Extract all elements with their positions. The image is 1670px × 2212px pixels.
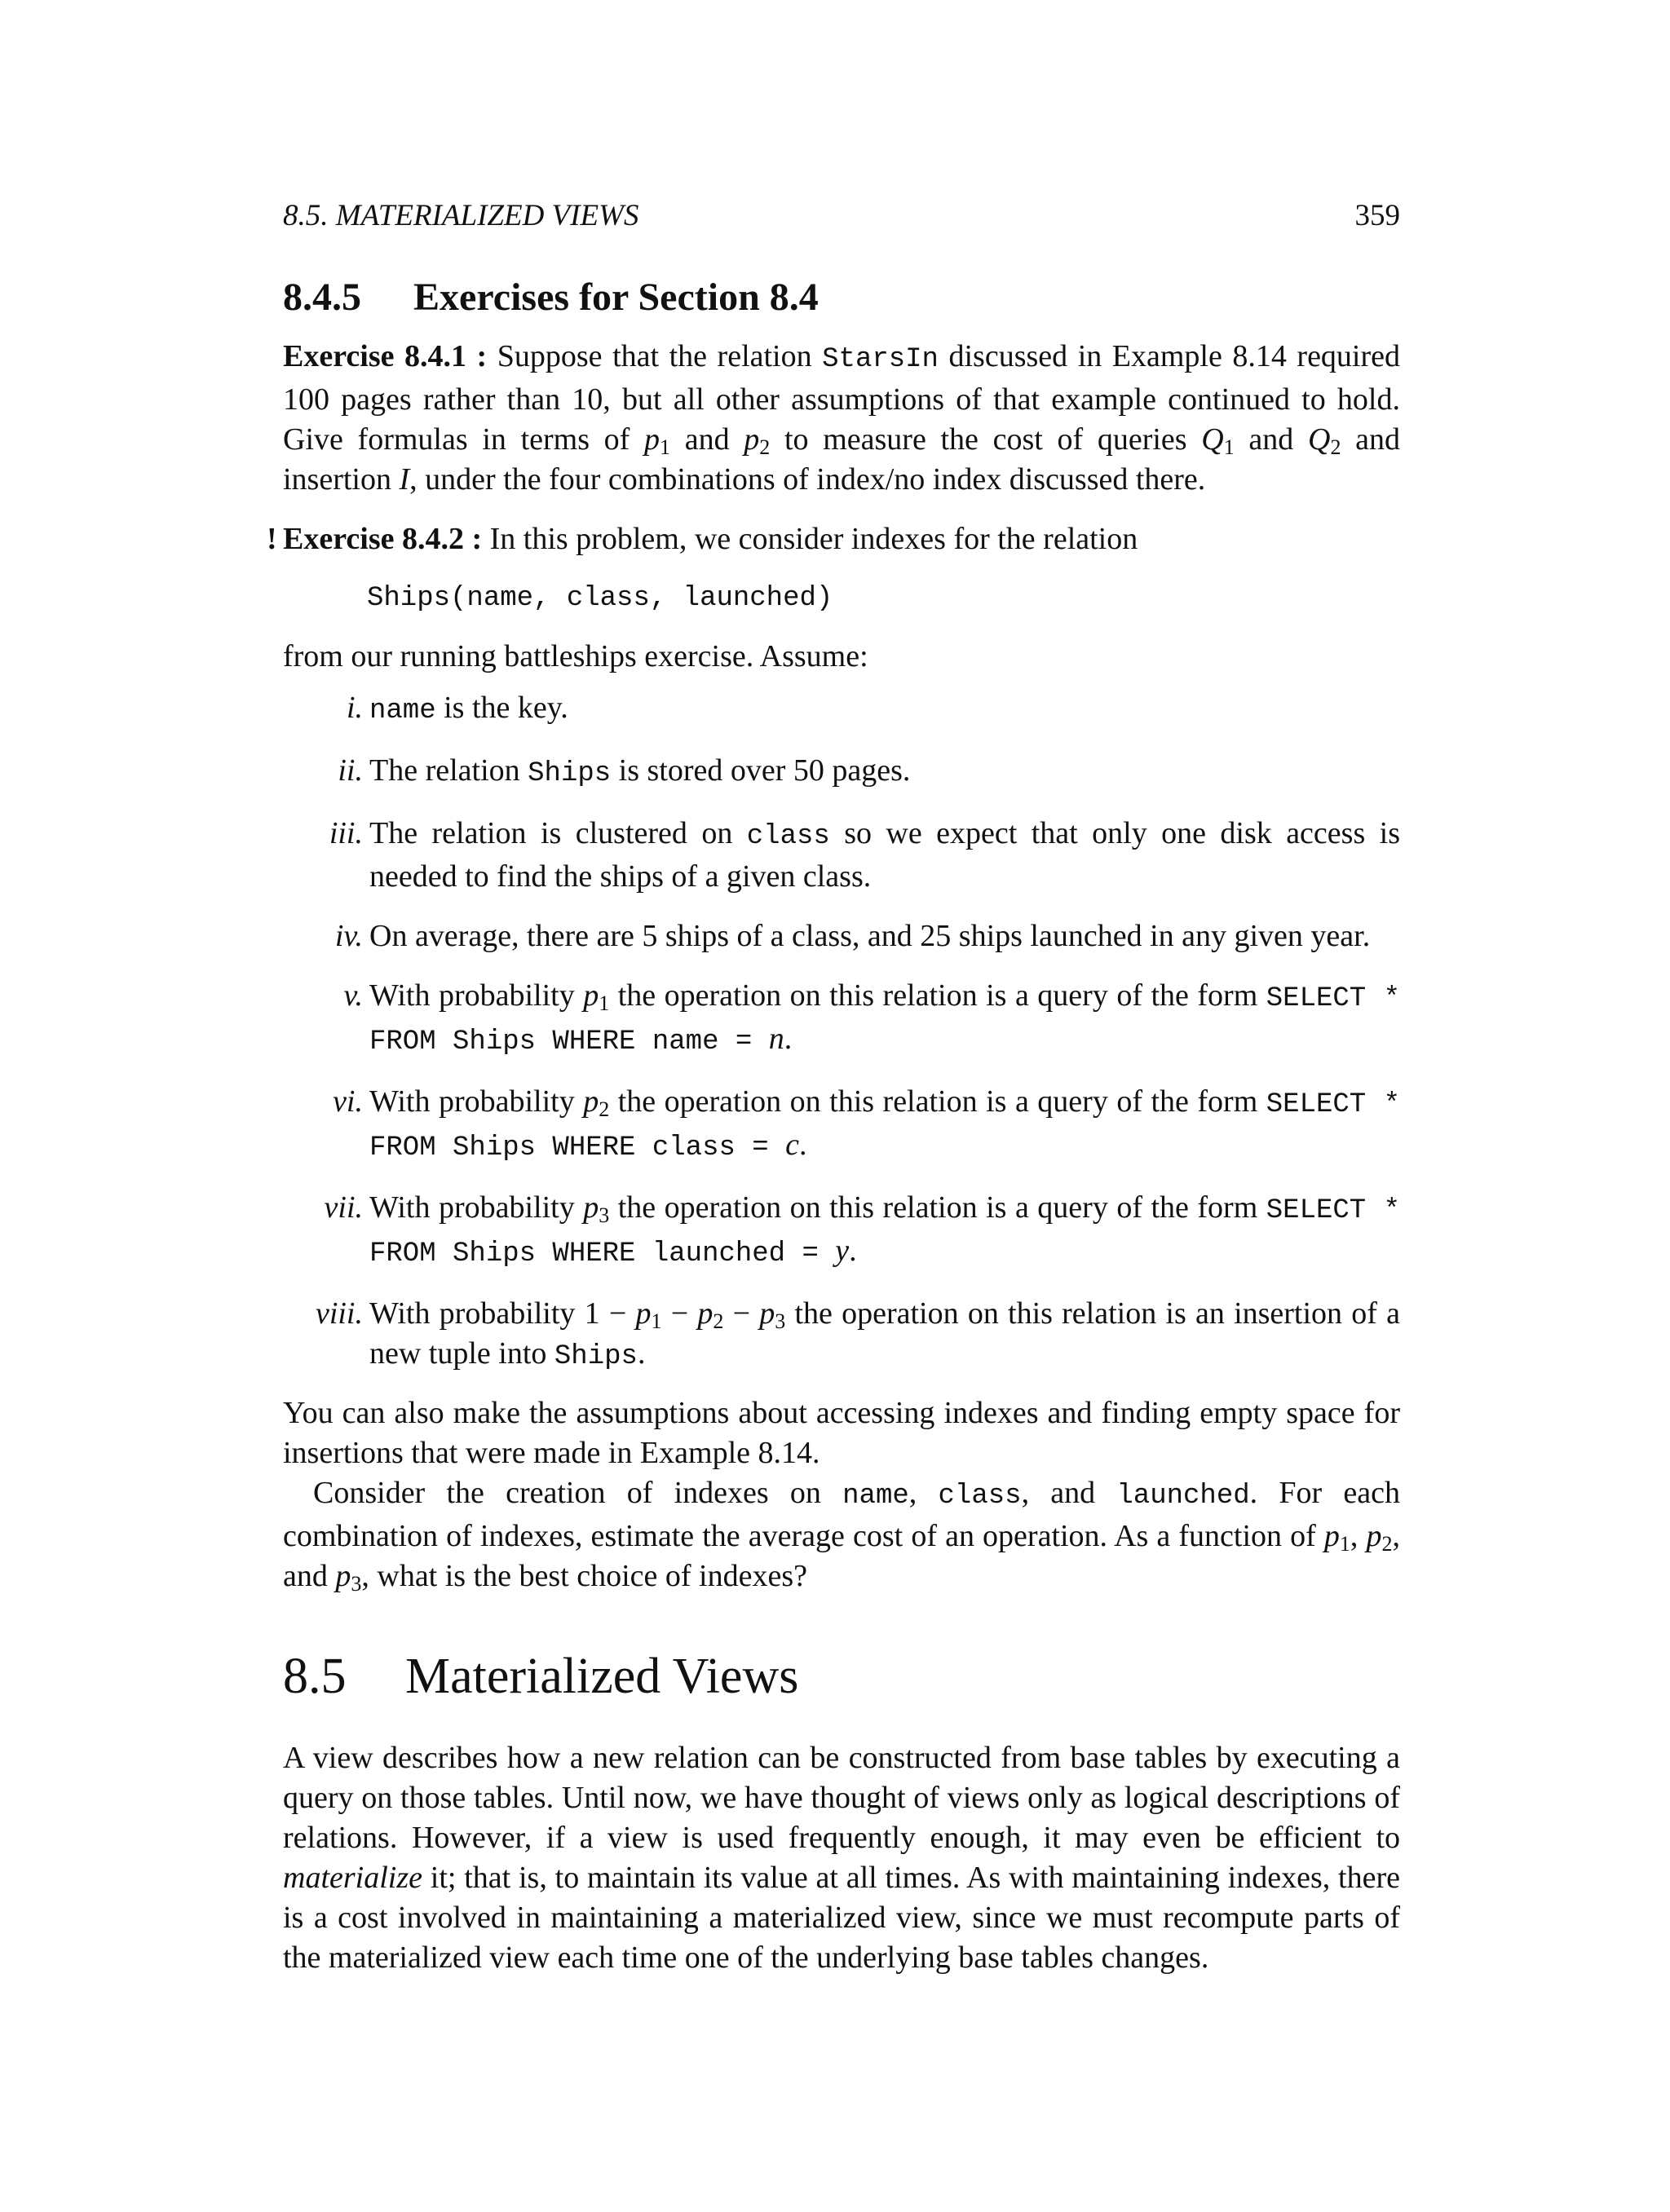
list-item bbox=[283, 976, 1400, 1062]
math-var: p bbox=[644, 422, 660, 457]
math-var: p bbox=[1366, 1519, 1382, 1553]
math-var: p bbox=[583, 1190, 599, 1225]
math-var: Q bbox=[1201, 422, 1224, 457]
text: . For each combination of indexes, estimate the average cost of an operation. As a function of bbox=[283, 1476, 1400, 1553]
list-item bbox=[283, 1188, 1400, 1274]
relation-schema: Ships(name, class, launched) bbox=[367, 583, 833, 614]
section-intro-paragraph bbox=[283, 1738, 1400, 1978]
section-heading bbox=[283, 1644, 1400, 1709]
running-head bbox=[283, 196, 1400, 236]
list-marker: iv. bbox=[334, 919, 363, 953]
text: , and bbox=[1021, 1476, 1117, 1510]
exercise-label: Exercise 8.4.1 : bbox=[283, 339, 488, 373]
text: Consider the creation of indexes on bbox=[313, 1476, 843, 1510]
math-sub: 1 bbox=[1339, 1532, 1350, 1556]
math-var: p bbox=[335, 1559, 351, 1593]
subsection-number: 8.4.5 bbox=[283, 276, 361, 319]
text: . bbox=[784, 1022, 793, 1056]
math-var: p bbox=[759, 1296, 775, 1331]
exercise-text: from our running battleships exercise. Assume: bbox=[283, 639, 868, 673]
section-number: 8.5 bbox=[283, 1649, 347, 1704]
relation-name: StarsIn bbox=[822, 344, 939, 375]
math-sub: 3 bbox=[351, 1572, 362, 1596]
exercise-8-4-2 bbox=[267, 519, 1400, 559]
list-item bbox=[283, 814, 1400, 897]
text: Suppose that the relation bbox=[497, 339, 823, 373]
subsection-title: Exercises for Section 8.4 bbox=[413, 276, 819, 319]
text: − bbox=[723, 1296, 760, 1331]
code: SELECT * FROM Ships WHERE class = bbox=[369, 1089, 1400, 1163]
text: . bbox=[637, 1336, 646, 1371]
math-sub: 2 bbox=[759, 435, 771, 459]
text: the operation on this relation is a query of the form bbox=[609, 1190, 1266, 1225]
running-head-title: 8.5. MATERIALIZED VIEWS bbox=[283, 199, 639, 232]
math-var: p bbox=[744, 422, 760, 457]
code: class bbox=[746, 821, 830, 852]
list-marker: viii. bbox=[315, 1296, 363, 1331]
text: , under the four combinations of index/no index discussed there. bbox=[409, 462, 1206, 497]
list-item bbox=[283, 916, 1400, 956]
text: and bbox=[670, 422, 744, 457]
math-var: p bbox=[583, 1084, 599, 1119]
text: With probability bbox=[369, 1190, 584, 1225]
math-sub: 1 bbox=[651, 1309, 662, 1333]
math-var: p bbox=[1323, 1519, 1340, 1553]
subsection-heading bbox=[283, 273, 1400, 322]
section-title: Materialized Views bbox=[405, 1649, 799, 1704]
text: , what is the best choice of indexes? bbox=[361, 1559, 807, 1593]
text: The relation is clustered on bbox=[369, 816, 747, 850]
code: Ships bbox=[554, 1341, 638, 1372]
text: the operation on this relation is a query of the form bbox=[609, 1084, 1266, 1119]
text: With probability bbox=[369, 1084, 584, 1119]
text: and insertion bbox=[283, 422, 1400, 497]
math-sub: 1 bbox=[599, 991, 610, 1015]
code: Ships bbox=[528, 758, 612, 789]
text: the operation on this relation is an insertion of a new tuple into bbox=[369, 1296, 1400, 1371]
text: , and bbox=[283, 1519, 1400, 1593]
text: With probability bbox=[369, 978, 584, 1013]
text: is the key. bbox=[435, 691, 568, 725]
exercise-text: You can also make the assumptions about accessing indexes and finding empty space for insertions that were made in Example 8.14. bbox=[283, 1396, 1400, 1470]
text: With probability 1 − bbox=[369, 1296, 636, 1331]
code: launched bbox=[1116, 1481, 1250, 1512]
list-item bbox=[283, 751, 1400, 794]
math-sub: 1 bbox=[1223, 435, 1235, 459]
exercise-label: Exercise 8.4.2 : bbox=[283, 522, 483, 556]
list-marker: v. bbox=[343, 978, 363, 1013]
text: In this problem, we consider indexes for the relation bbox=[489, 522, 1138, 556]
exercise-8-4-1 bbox=[283, 337, 1400, 500]
code: SELECT * FROM Ships WHERE name = bbox=[369, 983, 1400, 1057]
math-sub: 2 bbox=[599, 1097, 610, 1121]
text: to measure the cost of queries bbox=[770, 422, 1202, 457]
page-number: 359 bbox=[1354, 199, 1400, 232]
math-var: p bbox=[697, 1296, 714, 1331]
math-var: p bbox=[635, 1296, 652, 1331]
math-sub: 1 bbox=[660, 435, 671, 459]
list-item bbox=[283, 688, 1400, 731]
emphasis: materialize bbox=[283, 1861, 422, 1895]
list-marker: vii. bbox=[324, 1190, 363, 1225]
code: SELECT * FROM Ships WHERE launched = bbox=[369, 1195, 1400, 1269]
text: A view describes how a new relation can be constructed from base tables by executing a query on those tables. Until now, we have thought of views only as logical descriptions of relations. However, if a view is used frequently enough, it may even be efficient to bbox=[283, 1741, 1400, 1855]
text: is stored over 50 pages. bbox=[611, 753, 911, 788]
math-var: Q bbox=[1307, 422, 1331, 457]
list-marker: vi. bbox=[333, 1084, 363, 1119]
math-sub: 2 bbox=[1330, 435, 1341, 459]
text: so we expect that only one disk access is needed to find the ships of a given class. bbox=[369, 816, 1401, 894]
text: , bbox=[908, 1476, 939, 1510]
text: The relation bbox=[369, 753, 528, 788]
book-page bbox=[267, 196, 1401, 1978]
text: , bbox=[1350, 1519, 1367, 1553]
exercise-text bbox=[283, 1473, 1400, 1596]
list-marker: iii. bbox=[329, 816, 363, 850]
code: class bbox=[938, 1481, 1022, 1512]
difficulty-mark: ! bbox=[267, 522, 277, 556]
assumption-list bbox=[283, 688, 1400, 1377]
list-item bbox=[283, 1294, 1400, 1377]
math-var: p bbox=[583, 978, 599, 1013]
list-marker: i. bbox=[346, 691, 363, 725]
text: it; that is, to maintain its value at all times. As with maintaining indexes, there is a cost involved in maintaining a materialized view, since we must recompute parts of the materialized view each time one of the underlying base tables changes. bbox=[283, 1861, 1400, 1975]
math-var: c bbox=[785, 1128, 799, 1162]
math-var: I bbox=[399, 462, 410, 497]
text: On average, there are 5 ships of a class, and 25 ships launched in any given year. bbox=[369, 919, 1371, 953]
text: discussed in Example 8.14 required 100 pages rather than 10, but all other assumptions of that example continued to hold. Give formulas in terms of bbox=[283, 339, 1401, 457]
text: − bbox=[661, 1296, 698, 1331]
list-item bbox=[283, 1082, 1400, 1168]
math-var: y bbox=[835, 1234, 850, 1268]
text: . bbox=[849, 1234, 857, 1268]
text: . bbox=[798, 1128, 807, 1162]
math-var: n bbox=[768, 1022, 784, 1056]
math-sub: 2 bbox=[1381, 1532, 1393, 1556]
text: the operation on this relation is a query of the form bbox=[609, 978, 1266, 1013]
list-marker: ii. bbox=[338, 753, 363, 788]
math-sub: 2 bbox=[713, 1309, 724, 1333]
math-sub: 3 bbox=[775, 1309, 786, 1333]
code: name bbox=[842, 1481, 909, 1512]
text: and bbox=[1234, 422, 1308, 457]
math-sub: 3 bbox=[599, 1203, 610, 1227]
code: name bbox=[369, 695, 436, 726]
